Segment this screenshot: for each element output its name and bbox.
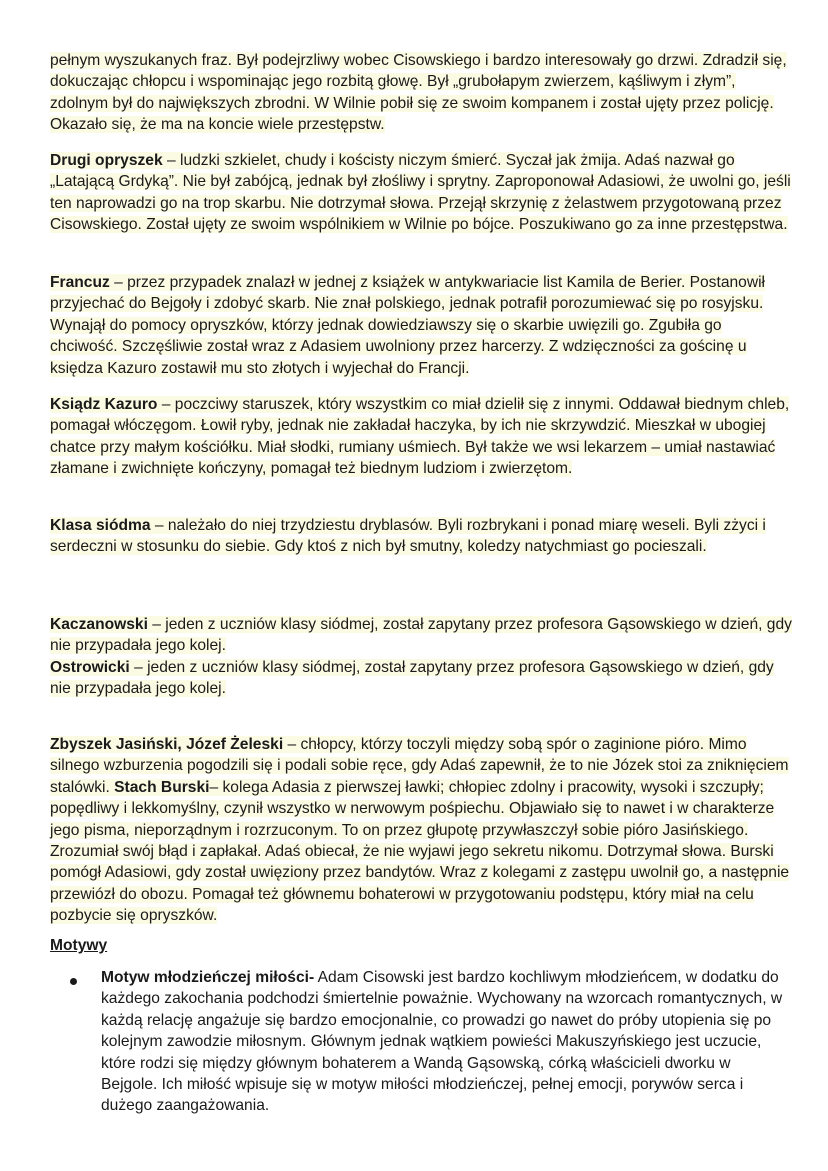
paragraph-text: – kolega Adasia z pierwszej ławki; chłopiec zdolny i pracowity, wysoki i szczupły; popędliwy i lekkomyślny, czynił wszystko w nerwowym pośpiechu. Objawiało się to nawet i w charakterze jego pisma, nieporządnym i rozrzuconym. To on przez głupotę przywłaszczył sobie pióro Jasińskiego. Zrozumiał swój błąd i zapłakał. Adaś obiecał, że nie wyjawi jego sekretu nikomu. Dotrzymał słowa. Burski pomógł Adasiowi, gdy został uwięziony przez bandytów. Wraz z kolegami z zastępu uwolnił go, a następnie przewiózł do obozu. Pomagał też głównemu bohaterowi w przygotowaniu podstępu, który miał na celu pozbycie się opryszków. [50,778,790,925]
section-heading-motifs [50,935,792,956]
character-name: Klasa siódma [50,517,151,534]
character-name: Kaczanowski [50,616,148,633]
character-name: Drugi opryszek [50,152,163,169]
paragraph-text: pełnym wyszukanych fraz. Był podejrzliwy wobec Cisowskiego i bardzo interesowały go drzwi. Zdradził się, dokuczając chłopcu i wspominając jego rozbitą głowę. Był „grubołapym zwierzem, kąśliwym i złym”, zdolnym był do największych zbrodni. W Wilnie pobił się ze swoim kompanem i został ujęty przez policję. Okazało się, że ma na koncie wiele przestępstw. [50,52,787,134]
character-name: Zbyszek Jasiński, Józef Żeleski [50,736,284,753]
paragraph-jasinski-zeleski-burski [50,734,792,927]
paragraph-seventh-class [50,515,792,558]
bullet-item-youthful-love [101,967,791,1117]
paragraph-text: – przez przypadek znalazł w jednej z książek w antykwariacie list Kamila de Berier. Postanowił przyjechać do Bejgoły i zdobyć skarb. Nie znał polskiego, jednak potrafił porozumiewać się po rosyjsku. Wynajął do pomocy opryszków, którzy jednak dowiedziawszy się o skarbie uwięzili go. Zgubiła go chciwość. Szczęśliwie został wraz z Adasiem uwolniony przez harcerzy. Z wdzięczności za gościnę u księdza Kazuro zostawił mu sto złotych i wyjechał do Francji. [50,274,766,377]
paragraph-first-villain [50,50,792,136]
paragraph-frenchman [50,272,792,379]
paragraph-text: – chłopcy, którzy toczyli między sobą spór o zaginione pióro. Mimo silnego wzburzenia pogodzili się i podali sobie ręce, gdy Adaś zapewnił, że to nie Józek stoi za zniknięciem stalówki. [50,736,789,796]
character-name: Francuz [50,274,110,291]
character-name: Ostrowicki [50,658,130,676]
paragraph-priest-kazuro [50,394,792,480]
paragraph-text: – jeden z uczniów klasy siódmej, został zapytany przez profesora Gąsowskiego w dzień, gdy nie przypadała jego kolej. [50,616,792,655]
paragraph-text: – jeden z uczniów klasy siódmej, został zapytany przez profesora Gąsowskiego w dzień, gdy nie przypadała jego kolej. [50,658,774,698]
paragraph-text: – należało do niej trzydziestu dryblasów. Byli rozbrykani i ponad miarę weseli. Byli zżyci i serdeczni w stosunku do siebie. Gdy ktoś z nich był smutny, koledzy natychmiast go pocieszali. [50,517,766,556]
paragraph-text: – ludzki szkielet, chudy i kościsty niczym śmierć. Syczał jak żmija. Adaś nazwał go „Latającą Grdyką”. Nie był zabójcą, jednak był złośliwy i sprytny. Zaproponował Adasiowi, że uwolni go, jeśli ten naprowadzi go na trop skarbu. Nie dotrzymał słowa. Przejął skrzynię z żelastwem przygotowaną przez Cisowskiego. Został ujęty ze swoim wspólnikiem w Wilnie po bójce. Poszukiwano go za inne przestępstwa. [50,152,791,234]
motif-name: Motyw młodzieńczej miłości- [101,969,315,986]
paragraph-text: – poczciwy staruszek, który wszystkim co miał dzielił się z innymi. Oddawał biednym chleb, pomagał włóczęgom. Łowił ryby, jednak nie zakładał haczyka, by ich nie skrzywdzić. Mieszkał w ubogiej chatce przy małym kościółku. Miał słodki, rumiany uśmiech. Był także we wsi lekarzem – umiał nastawiać złamane i zwichnięte kończyny, pomagał też biednym ludziom i zwierzętom. [50,396,790,478]
heading-text: Motywy [50,937,108,954]
motif-text: Adam Cisowski jest bardzo kochliwym młodzieńcem, w dodatku do każdego zakochania podchodzi śmiertelnie poważnie. Wychowany na wzorcach romantycznych, w każdą relację angażuje się bardzo emocjonalnie, co prowadzi go nawet do próby utopienia się po kolejnym zawodzie miłosnym. Głównym jednak wątkiem powieści Makuszyńskiego jest uczucie, które rodzi się między głównym bohaterem a Wandą Gąsowską, córką właścicieli dworku w Bejgole. Ich miłość wpisuje się w motyw miłości młodzieńczej, pełnej emocji, porywów serca i dużego zaangażowania. [101,969,783,1115]
character-name: Stach Burski [114,778,210,796]
paragraph-kaczanowski-ostrowicki [50,614,792,700]
character-name: Ksiądz Kazuro [50,396,158,413]
bullet-icon [70,978,77,985]
paragraph-second-villain [50,150,792,236]
